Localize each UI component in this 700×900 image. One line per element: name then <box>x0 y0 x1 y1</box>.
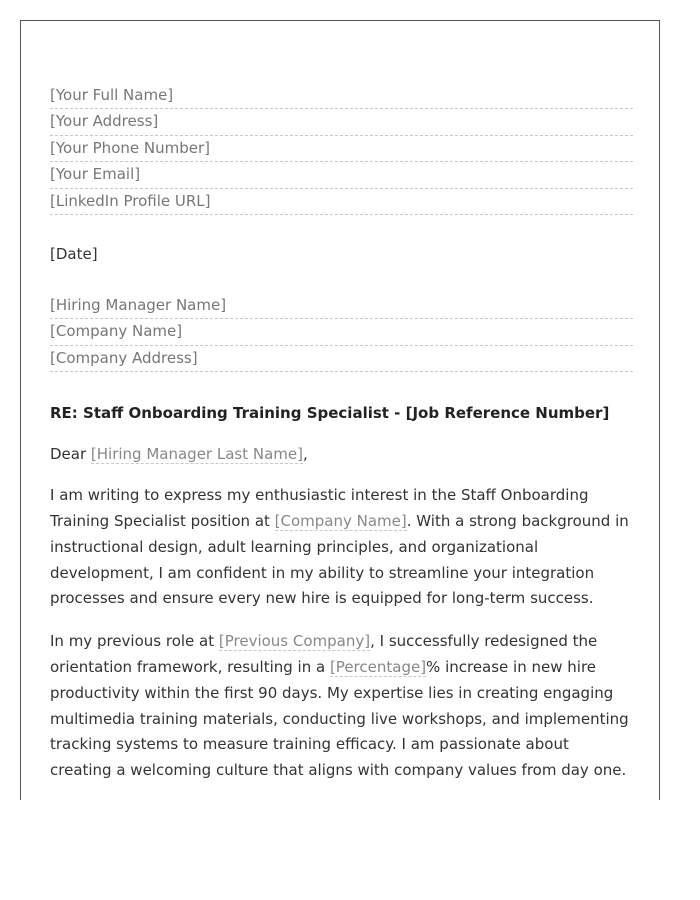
salutation-suffix: , <box>302 445 308 464</box>
body-paragraph-1 <box>50 483 633 612</box>
sender-phone-field[interactable]: [Your Phone Number] <box>50 136 633 162</box>
sender-block <box>50 83 633 215</box>
recipient-address-field[interactable]: [Company Address] <box>50 346 633 372</box>
letter-content <box>50 83 633 784</box>
paragraph-2-text-b: , I successfully redesigned the orientation framework, resulting in a <box>50 632 598 676</box>
recipient-block <box>50 293 633 372</box>
hiring-manager-last-name-placeholder[interactable]: [Hiring Manager Last Name] <box>90 445 303 464</box>
percentage-placeholder[interactable]: [Percentage] <box>329 657 427 676</box>
salutation <box>50 442 633 466</box>
letter-page <box>20 20 660 800</box>
letter-date: [Date] <box>50 244 98 263</box>
sender-linkedin-field[interactable]: [LinkedIn Profile URL] <box>50 189 633 215</box>
body-paragraph-2 <box>50 629 633 784</box>
sender-name-field[interactable]: [Your Full Name] <box>50 83 633 109</box>
paragraph-1-text-b: . With a strong background in instructional design, adult learning principles, and organizational development, I am confident in my ability to streamline your integration processes and ensure every new hire is equipped for long-term success. <box>50 511 629 608</box>
previous-company-placeholder[interactable]: [Previous Company] <box>218 632 371 651</box>
paragraph-2-text-c: % increase in new hire productivity within the first 90 days. My expertise lies in creating engaging multimedia training materials, conducting live workshops, and implementing tracking systems to measure training efficacy. I am passionate about creating a welcoming culture that aligns with company values from day one. <box>50 657 629 780</box>
salutation-prefix: Dear <box>50 445 91 464</box>
sender-email-field[interactable]: [Your Email] <box>50 162 633 188</box>
subject-line: RE: Staff Onboarding Training Specialist - [Job Reference Number] <box>50 404 610 423</box>
paragraph-2-text-a: In my previous role at <box>50 632 219 651</box>
company-name-placeholder[interactable]: [Company Name] <box>274 511 407 530</box>
paragraph-1-text-a: I am writing to express my enthusiastic interest in the Staff Onboarding Training Specialist position at <box>50 486 589 530</box>
recipient-company-field[interactable]: [Company Name] <box>50 319 633 345</box>
recipient-manager-field[interactable]: [Hiring Manager Name] <box>50 293 633 319</box>
sender-address-field[interactable]: [Your Address] <box>50 109 633 135</box>
